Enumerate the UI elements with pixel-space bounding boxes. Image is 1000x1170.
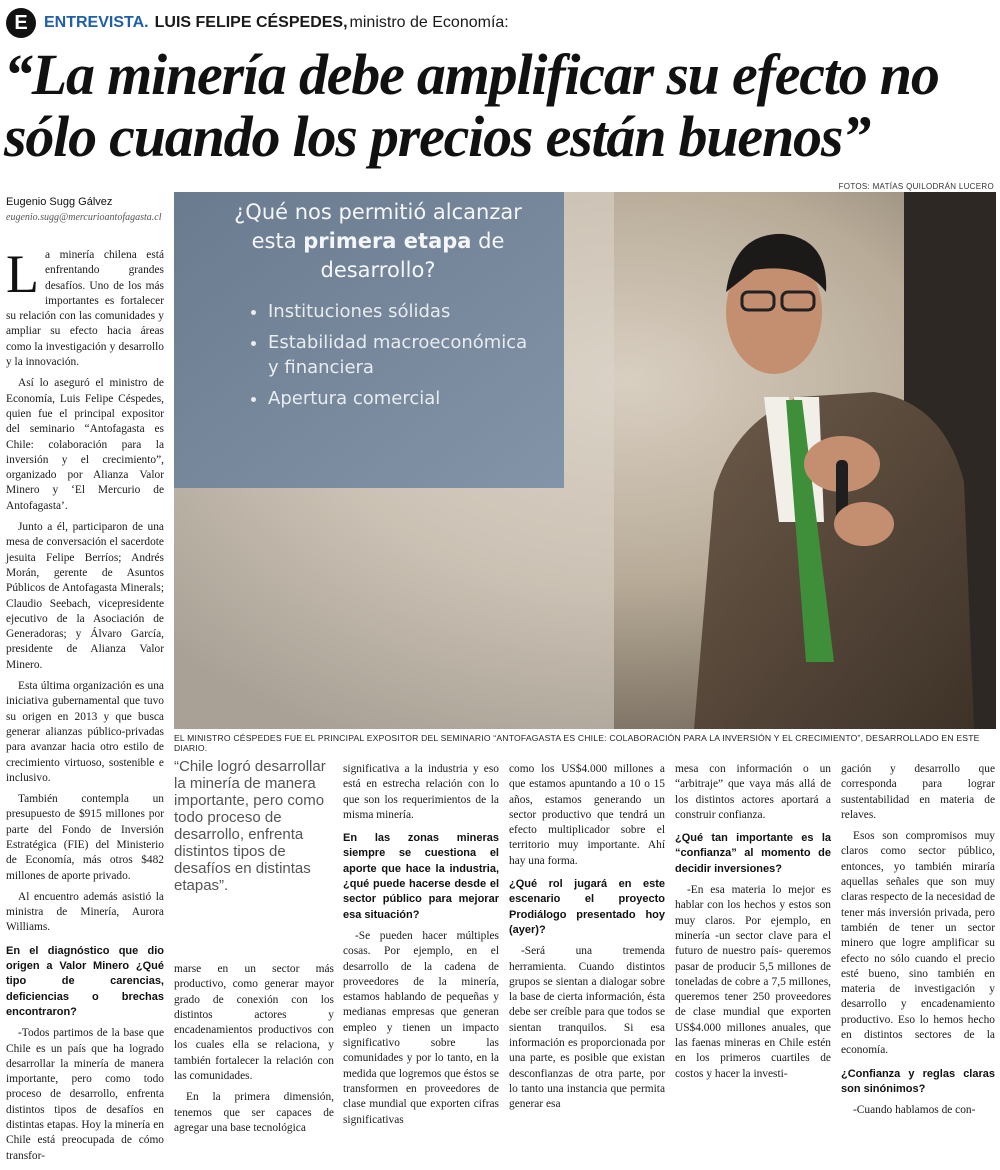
slide-bullets: [268, 299, 558, 411]
kicker: [6, 6, 509, 40]
slide-title: ¿Qué nos permitió alcanzar esta primera etapa de desarrollo?: [234, 200, 522, 282]
kicker-role: ministro de Economía:: [349, 14, 509, 31]
lead-paragraph: [6, 244, 164, 370]
interview-question: En el diagnóstico que dio origen a Valor Minero ¿Qué tipo de carencias, deficiencias o brechas encontraron?: [6, 944, 164, 1018]
paragraph: gación y desarrollo que corresponda para lograr sustentabilidad en materia de relaves.: [841, 763, 995, 821]
byline-email: eugenio.sugg@mercurioantofagasta.cl: [6, 212, 162, 223]
photo-credit: FOTOS: MATÍAS QUILODRÁN LUCERO: [838, 182, 994, 191]
photo-caption: EL MINISTRO CÉSPEDES FUE EL PRINCIPAL EXPOSITOR DEL SEMINARIO “ANTOFAGASTA ES CHILE: COLABORACIÓN PARA LA INVERSIÓN Y EL CRECIMIENTO”, DESARROLLADO EN ESTE DIARIO.: [174, 733, 980, 753]
article-column-3: [343, 762, 499, 1134]
byline: [6, 196, 166, 223]
presentation-slide: [198, 192, 558, 411]
paragraph: Junto a él, participaron de una mesa de conversación el sacerdote jesuita Felipe Berríos; Andrés Morán, gerente de Asuntos Públicos de Antofagasta Minerals; Claudio Seebach, vicepresidente ejecutivo de la Asociación de Generadoras; y Álvaro García, presidente de Alianza Valor Minero.: [6, 521, 164, 671]
interview-question: En las zonas mineras siempre se cuestiona el aporte que hace la industria, ¿qué puede hacerse desde el sector público para mejorar esa situación?: [343, 832, 499, 921]
section-badge: E: [6, 8, 36, 38]
slide-bullet: • Instituciones sólidas: [268, 299, 538, 324]
kicker-section: ENTREVISTA.: [44, 14, 149, 31]
byline-name: Eugenio Sugg Gálvez: [6, 196, 113, 208]
article-column-2: [174, 962, 334, 1142]
interview-question: ¿Qué tan importante es la “confianza” al momento de decidir inversiones?: [675, 832, 831, 875]
article-column-1: [6, 244, 164, 1170]
kicker-name: LUIS FELIPE CÉSPEDES,: [154, 14, 348, 31]
paragraph: marse en un sector más productivo, como generar mayor grado de conexión con los distintos actores y encadenamientos productivos con los cuales ella se relaciona, y también fortalecer la relación con las comunidades.: [174, 963, 334, 1083]
article-column-4: [509, 762, 665, 1119]
article-column-5: [675, 762, 831, 1088]
article-photo: [174, 192, 996, 729]
paragraph: También contempla un presupuesto de $915 millones por parte del Fondo de Inversión Estratégica (FIE) del Ministerio de Economía, más otros $482 millones de aporte privado.: [6, 793, 164, 882]
paragraph: Al encuentro además asistió la ministra de Minería, Aurora Williams.: [6, 890, 164, 934]
interview-question: ¿Qué rol jugará en este escenario el proyecto Prodiálogo presentado hoy (ayer)?: [509, 878, 665, 936]
pull-quote: “Chile logró desarrollar la minería de manera importante, pero como todo proceso de desarrollo, enfrenta distintos tipos de desafíos en distintas etapas”.: [174, 758, 326, 894]
paragraph: Esos son compromisos muy claros como sector público, entonces, yo también miraría aquellas señales que son muy claras respecto de la necesidad de tener más inversión privada, pero también de tener un sector minero que logre amplificar su efecto no sólo cuando el precio esté bueno, sino también en materia de investigación y desarrollo y encadenamiento productivo. Eso lo hemos hecho en distintos sectores de la economía.: [841, 830, 995, 1057]
slide-bullet: • Apertura comercial: [268, 386, 538, 411]
interview-question: ¿Confianza y reglas claras son sinónimos?: [841, 1067, 995, 1095]
headline: “La minería debe amplificar su efecto no sólo cuando los precios están buenos”: [4, 42, 939, 169]
slide-bullet: • Estabilidad macroeconómica y financiera: [268, 330, 538, 380]
article-column-6: [841, 762, 995, 1125]
paragraph: Esta última organización es una iniciativa gubernamental que tuvo su origen en 2013 y que busca generar alianzas público-privadas para avanzar hacia otro estilo de crecimiento virtuoso, sostenible e inclusivo.: [6, 680, 164, 784]
interview-answer: -Se pueden hacer múltiples cosas. Por ejemplo, en el desarrollo de la cadena de proveedores de la minería, estamos hablando de pequeñas y medianas empresas que generan empleo y tienen un impacto significativo sobre las comunidades y por lo tanto, en la medida que logremos que éstos se transformen en proveedores de clase mundial que exporten cifras significativas: [343, 929, 499, 1126]
paragraph: Así lo aseguró el ministro de Economía, Luis Felipe Céspedes, quien fue el principal expositor del seminario “Antofagasta es Chile: colaboración para la inversión y el crecimiento”, organizado por Alianza Valor Minero y ‘El Mercurio de Antofagasta’.: [6, 377, 164, 512]
interview-answer: -Todos partimos de la base que Chile es un país que ha logrado desarrollar la minería de manera importante, pero como todo proceso de desarrollo, enfrenta distintos tipos de desafíos en distintas etapas. Hoy la minería en Chile está preocupada de cómo transfor-: [6, 1027, 164, 1162]
paragraph: significativa a la industria y eso está en estrecha relación con lo que son los requerimientos de la misma minería.: [343, 763, 499, 821]
drop-cap: L: [6, 244, 39, 304]
interview-answer: -Será una tremenda herramienta. Cuando distintos grupos se sientan a dialogar sobre la base de cierta información, ésta debe ser creíble para que todos se sientan tranquilos. Si esa información es proporcionada por una parte, es posible que existan desconfianzas de otra parte, por lo tanto una instancia que permita generar esa: [509, 945, 665, 1111]
lead-text: a minería chilena está enfrentando grandes desafíos. Uno de los más importantes es fortalecer su relación con las comunidades y ampliar su efecto hacia áreas como la investigación y desarrollo y la innovación.: [6, 249, 164, 369]
paragraph: como los US$4.000 millones a que estamos apuntando a 10 o 15 años, estamos generando un sector productivo que tendrá un efecto multiplicador sobre el territorio muy importante. Ahí hay una forma.: [509, 763, 665, 867]
interview-answer: -En esa materia lo mejor es hablar con los hechos y estos son muy claros. Por ejemplo, en minería -un sector clave para el futuro de nuestro país- queremos pasar de producir 5,5 millones de toneladas de cobre a 7,5 millones, queremos tener 250 proveedores de clase mundial que exporten US$4.000 millones anuales, que las faenas mineras en Chile estén en los primeros cuartiles de costos y hacer la investi-: [675, 884, 831, 1080]
paragraph: En la primera dimensión, tenemos que ser capaces de agregar una base tecnológica: [174, 1091, 334, 1134]
interview-answer: -Cuando hablamos de con-: [853, 1104, 976, 1117]
paragraph: mesa con información o un “arbitraje” que vaya más allá de los distintos actores aportará a construir confianza.: [675, 763, 831, 821]
